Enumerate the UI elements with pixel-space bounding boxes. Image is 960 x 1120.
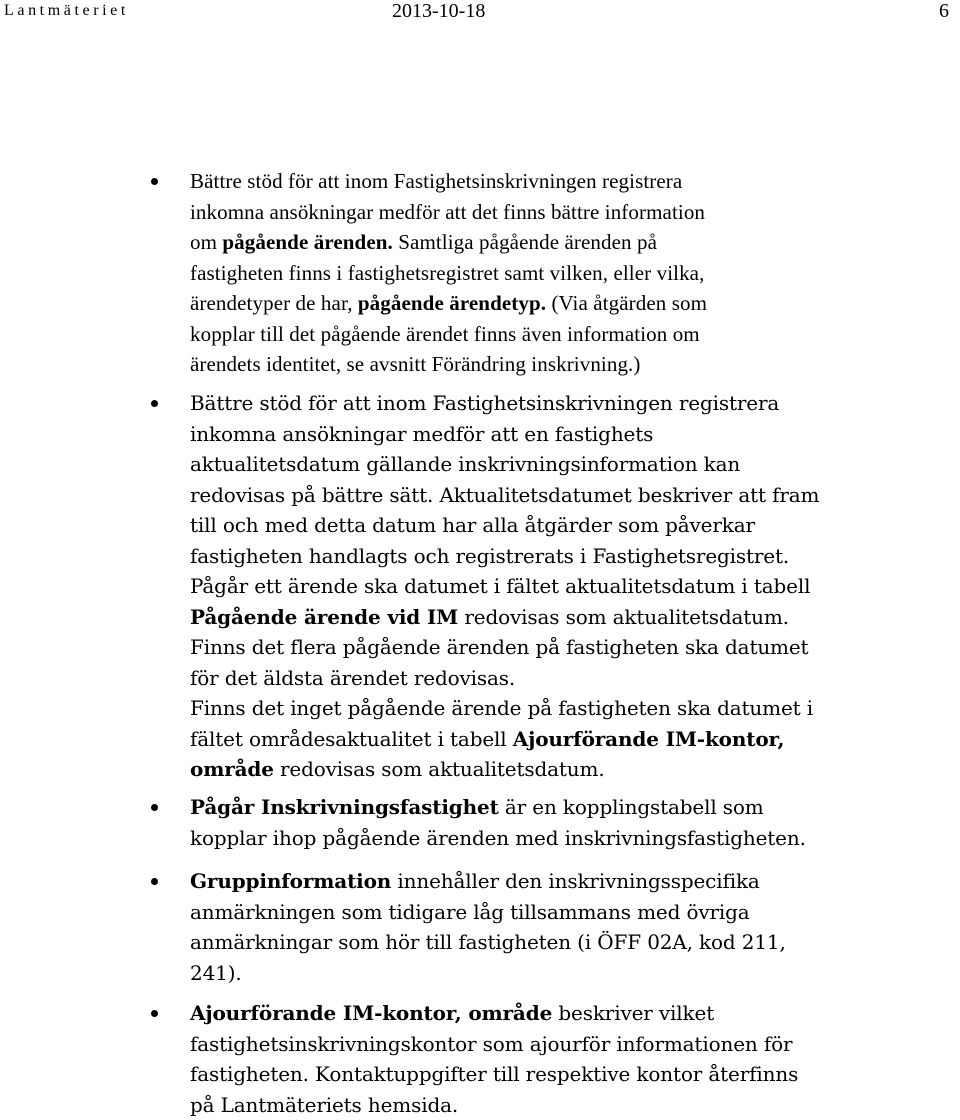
text-line — [190, 197, 960, 228]
bullet-dot-icon — [151, 400, 158, 407]
text-segment: är en kopplingstabell som — [499, 795, 764, 819]
text-segment: redovisas som aktualitetsdatum. — [274, 757, 605, 781]
bullet-dot-icon — [151, 1010, 158, 1017]
text-line — [190, 1090, 960, 1120]
text-line — [190, 927, 960, 958]
text-line — [190, 663, 960, 694]
page-header — [0, 0, 960, 30]
text-line — [190, 693, 960, 724]
text-segment: inkomna ansökningar medför att en fastighets — [190, 422, 653, 446]
text-segment: fastigheten handlagts och registrerats i Fastighetsregistret. — [190, 544, 789, 568]
text-segment: inkomna ansökningar medför att det finns bättre information — [190, 200, 705, 224]
text-line — [190, 349, 960, 380]
text-line — [190, 419, 960, 450]
bullet-item — [190, 866, 960, 988]
text-segment: anmärkningar som hör till fastigheten (i ÖFF 02A, kod 211, — [190, 930, 786, 954]
header-page-number: 6 — [939, 0, 949, 23]
text-segment: kopplar till det pågående ärendet finns även information om — [190, 322, 700, 346]
text-line — [190, 480, 960, 511]
text-segment: till och med detta datum har alla åtgärder som påverkar — [190, 513, 755, 537]
bold-term: pågående ärendetyp. — [358, 291, 546, 315]
bold-term: Ajourförande IM-kontor, — [513, 727, 785, 751]
text-segment: för det äldsta ärendet redovisas. — [190, 666, 515, 690]
bullet-item — [190, 792, 960, 853]
text-line — [190, 866, 960, 897]
bold-term: område — [190, 757, 274, 781]
text-segment: redovisas på bättre sätt. Aktualitetsdatumet beskriver att fram — [190, 483, 819, 507]
bold-term: Pågår Inskrivningsfastighet — [190, 795, 499, 819]
header-date: 2013-10-18 — [392, 0, 485, 23]
bullet-item — [190, 998, 960, 1120]
text-segment: fastighetsinskrivningskontor som ajourför informationen för — [190, 1032, 792, 1056]
text-line — [190, 602, 960, 633]
text-line — [190, 258, 960, 289]
bullet-item — [190, 166, 960, 380]
bullet-item — [190, 388, 960, 785]
text-line — [190, 632, 960, 663]
text-segment: fastigheten finns i fastighetsregistret samt vilken, eller vilka, — [190, 261, 704, 285]
header-organization: Lantmäteriet — [4, 0, 129, 22]
text-line — [190, 288, 960, 319]
text-line — [190, 166, 960, 197]
bullet-dot-icon — [151, 804, 158, 811]
text-segment: ärendetyper de har, — [190, 291, 358, 315]
text-segment: kopplar ihop pågående ärenden med inskrivningsfastigheten. — [190, 826, 806, 850]
text-line — [190, 998, 960, 1029]
text-line — [190, 388, 960, 419]
text-line — [190, 1059, 960, 1090]
text-segment: beskriver vilket — [552, 1001, 714, 1025]
text-line — [190, 897, 960, 928]
text-segment: Bättre stöd för att inom Fastighetsinskrivningen registrera — [190, 169, 682, 193]
text-segment: aktualitetsdatum gällande inskrivningsinformation kan — [190, 452, 740, 476]
text-line — [190, 792, 960, 823]
text-line — [190, 958, 960, 989]
text-segment: på Lantmäteriets hemsida. — [190, 1093, 458, 1117]
text-line — [190, 227, 960, 258]
text-segment: 241). — [190, 961, 242, 985]
bullet-dot-icon — [151, 878, 158, 885]
bold-term: Ajourförande IM-kontor, område — [190, 1001, 552, 1025]
text-segment: fältet områdesaktualitet i tabell — [190, 727, 513, 751]
bold-term: Gruppinformation — [190, 869, 391, 893]
text-segment: Finns det inget pågående ärende på fastigheten ska datumet i — [190, 696, 813, 720]
text-segment: fastigheten. Kontaktuppgifter till respektive kontor återfinns — [190, 1062, 798, 1086]
text-segment: (Via åtgärden som — [546, 291, 707, 315]
text-segment: Finns det flera pågående ärenden på fastigheten ska datumet — [190, 635, 808, 659]
text-line — [190, 823, 960, 854]
text-line — [190, 449, 960, 480]
bold-term: Pågående ärende vid IM — [190, 605, 458, 629]
text-line — [190, 1029, 960, 1060]
text-line — [190, 510, 960, 541]
text-segment: Samtliga pågående ärenden på — [393, 230, 657, 254]
text-segment: anmärkningen som tidigare låg tillsammans med övriga — [190, 900, 750, 924]
bullet-dot-icon — [151, 178, 158, 185]
text-line — [190, 724, 960, 755]
text-line — [190, 541, 960, 572]
text-line — [190, 754, 960, 785]
text-segment: redovisas som aktualitetsdatum. — [458, 605, 789, 629]
text-segment: ärendets identitet, se avsnitt Förändring inskrivning.) — [190, 352, 641, 376]
text-line — [190, 571, 960, 602]
text-segment: Pågår ett ärende ska datumet i fältet aktualitetsdatum i tabell — [190, 574, 810, 598]
text-line — [190, 319, 960, 350]
text-segment: Bättre stöd för att inom Fastighetsinskrivningen registrera — [190, 391, 779, 415]
text-segment: innehåller den inskrivningsspecifika — [391, 869, 760, 893]
text-segment: om — [190, 230, 222, 254]
bold-term: pågående ärenden. — [222, 230, 393, 254]
